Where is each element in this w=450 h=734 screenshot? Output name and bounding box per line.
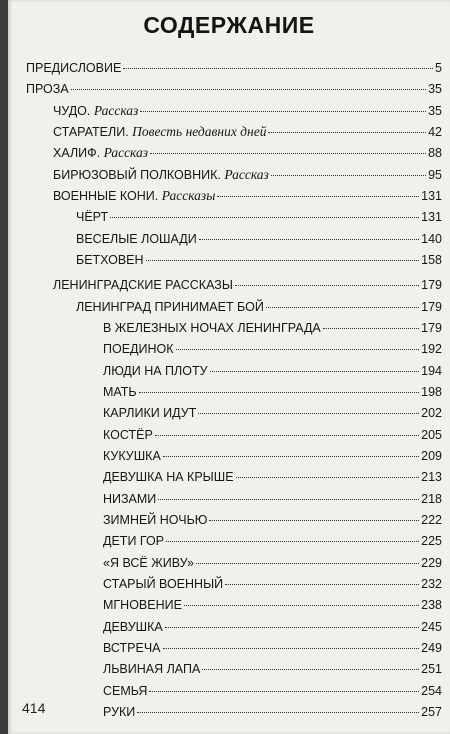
dot-leader — [184, 604, 419, 606]
toc-entry-page: 254 — [421, 683, 442, 698]
toc-entry-heading: МАТЬ — [103, 384, 137, 399]
dot-leader — [266, 306, 419, 308]
toc-entry-title — [53, 124, 266, 140]
toc-entry-page: 179 — [421, 320, 442, 335]
toc-entry-page: 225 — [421, 534, 442, 549]
dot-leader — [139, 391, 420, 393]
toc-entry-heading: НИЗАМИ — [103, 491, 157, 506]
toc-entry-genre: Рассказ — [224, 166, 269, 182]
toc-entry-title — [76, 252, 144, 268]
toc-entry — [103, 555, 442, 575]
toc-entry-heading: ЧЁРТ — [76, 210, 109, 225]
toc-entry-page: 5 — [435, 61, 442, 75]
dot-leader — [198, 412, 419, 414]
dot-leader — [199, 238, 419, 240]
toc-entry-page: 194 — [421, 363, 442, 378]
toc-entry-page: 218 — [421, 491, 442, 506]
toc-entry-page: 209 — [421, 448, 442, 463]
book-page — [8, 0, 450, 734]
toc-entry-title — [26, 81, 69, 97]
toc-entry — [103, 704, 442, 724]
toc-entry-page: 238 — [421, 598, 442, 613]
toc-entry-page: 131 — [421, 210, 442, 225]
toc-entry — [76, 231, 442, 251]
toc-entry — [26, 81, 442, 101]
toc-entry-title — [103, 384, 137, 400]
toc-entry — [53, 145, 442, 165]
toc-entry-heading: ВСТРЕЧА — [103, 640, 161, 655]
dot-leader — [137, 711, 419, 713]
dot-leader — [71, 88, 426, 90]
toc-entry — [103, 533, 442, 553]
dot-leader — [271, 174, 426, 176]
toc-entry — [76, 252, 442, 272]
toc-entry-title — [103, 512, 207, 528]
toc-entry — [103, 448, 442, 468]
toc-entry — [103, 512, 442, 532]
toc-entry — [103, 491, 442, 511]
toc-entry-page: 232 — [421, 576, 442, 591]
toc-entry-page: 222 — [421, 512, 442, 527]
toc-entry-title — [103, 341, 174, 357]
toc-entry-heading: СЕМЬЯ — [103, 683, 148, 698]
toc-entry-heading: ПОЕДИНОК — [103, 342, 174, 357]
dot-leader — [150, 152, 426, 154]
toc-entry — [103, 640, 442, 660]
toc-entry-heading: ВЕСЕЛЫЕ ЛОШАДИ — [76, 231, 197, 246]
toc-entry-heading: ХАЛИФ. — [53, 146, 104, 161]
toc-entry-page: 251 — [421, 662, 442, 677]
toc-entry-title — [103, 704, 135, 720]
toc-entry-page: 245 — [421, 619, 442, 634]
toc-entry-title — [103, 448, 161, 464]
toc-entry-title — [103, 427, 153, 443]
toc-entry — [103, 619, 442, 639]
toc-entry-heading: В ЖЕЛЕЗНЫХ НОЧАХ ЛЕНИНГРАДА — [103, 320, 321, 335]
toc-entry-heading: КОСТЁР — [103, 427, 153, 442]
dot-leader — [163, 647, 420, 649]
toc-entry-title — [103, 640, 161, 656]
toc-entry-title — [103, 683, 147, 699]
dot-leader — [217, 195, 419, 197]
toc-entry-title — [76, 299, 264, 315]
toc-entry-page: 88 — [428, 146, 442, 161]
toc-entry-title — [103, 363, 208, 379]
toc-entry-title — [76, 209, 108, 225]
toc-entry-page: 35 — [428, 82, 442, 97]
toc-entry — [103, 576, 442, 596]
toc-entry — [103, 405, 442, 425]
toc-entry-heading: ПРОЗА — [26, 82, 69, 97]
dot-leader — [149, 690, 419, 692]
toc-entry-heading: БИРЮЗОВЫЙ ПОЛКОВНИК. — [53, 167, 225, 182]
toc-entry — [103, 469, 442, 489]
toc-entry-genre: Рассказ — [93, 102, 139, 118]
toc-entry-page: 257 — [421, 704, 442, 719]
toc-entry-page: 205 — [421, 427, 442, 442]
toc-entry — [103, 320, 442, 340]
dot-leader — [110, 216, 419, 218]
page-number: 414 — [22, 700, 46, 716]
toc-entry-title — [103, 533, 164, 549]
dot-leader — [225, 583, 419, 585]
toc-entry — [103, 683, 442, 703]
toc-entry-page: 131 — [421, 188, 442, 203]
toc-entry-heading: ЛЮДИ НА ПЛОТУ — [103, 363, 208, 378]
toc-entry-title — [103, 661, 200, 677]
toc-entry-title — [53, 145, 148, 161]
toc-entry-page: 158 — [421, 252, 442, 267]
toc-entry — [26, 60, 442, 80]
dot-leader — [235, 284, 419, 286]
toc-entry-page: 202 — [421, 406, 442, 421]
toc-entry — [103, 341, 442, 361]
dot-leader — [166, 540, 419, 542]
toc-entry-page: 249 — [421, 640, 442, 655]
toc-entry-title — [76, 231, 197, 247]
dot-leader — [196, 562, 419, 564]
toc-entry — [53, 124, 442, 144]
toc-entry-title — [103, 576, 223, 592]
dot-leader — [158, 498, 419, 500]
toc-entry-heading: ДЕТИ ГОР — [103, 534, 165, 549]
toc-entry-heading: СТАРАТЕЛИ. — [53, 124, 133, 139]
toc-entry — [103, 427, 442, 447]
toc-entry — [53, 103, 442, 123]
toc-entry — [103, 661, 442, 681]
toc-entry-title — [103, 597, 182, 613]
dot-leader — [146, 259, 420, 261]
toc-entry-genre: Повесть недавних дней — [132, 123, 267, 139]
toc-entry-title — [53, 167, 269, 183]
toc-entry — [103, 384, 442, 404]
toc-entry-genre: Рассказ — [103, 145, 149, 161]
toc-entry — [103, 597, 442, 617]
dot-leader — [236, 476, 420, 478]
toc-entry-heading: СТАРЫЙ ВОЕННЫЙ — [103, 576, 224, 591]
toc-entry-page: 140 — [421, 231, 442, 246]
toc-entry-title — [103, 491, 156, 507]
toc-entry-title — [53, 277, 233, 293]
toc-entry-heading: МГНОВЕНИЕ — [103, 598, 182, 613]
dot-leader — [140, 110, 426, 112]
toc-entry-title — [53, 188, 215, 204]
dot-leader — [165, 626, 419, 628]
toc-entry — [76, 299, 442, 319]
page-title: СОДЕРЖАНИЕ — [143, 12, 315, 38]
toc-entry-page: 179 — [421, 299, 442, 314]
dot-leader — [202, 668, 419, 670]
toc-entry-page: 42 — [428, 124, 442, 139]
toc-entry-heading: РУКИ — [103, 704, 136, 719]
toc-entry-genre: Рассказы — [161, 187, 216, 203]
dot-leader — [155, 434, 419, 436]
toc-entry-title — [26, 60, 121, 76]
toc-entry — [76, 209, 442, 229]
toc-entry-heading: ЧУДО. — [53, 103, 94, 118]
toc-entry-title — [103, 405, 196, 421]
toc-entry-title — [103, 619, 163, 635]
dot-leader — [210, 370, 420, 372]
toc-entry-heading: ЛЕНИНГРАДСКИЕ РАССКАЗЫ — [53, 278, 233, 293]
toc-entry-page: 95 — [428, 167, 442, 182]
toc-entry — [103, 363, 442, 383]
dot-leader — [209, 519, 419, 521]
toc-entry-heading: КУКУШКА — [103, 448, 161, 463]
toc-entry-page: 213 — [421, 470, 442, 485]
toc-entry-title — [103, 555, 194, 571]
toc-entry-heading: ЛЬВИНАЯ ЛАПА — [103, 662, 201, 677]
toc-entry-page: 229 — [421, 555, 442, 570]
toc-entry-title — [103, 469, 234, 485]
toc-entry-heading: ЗИМНЕЙ НОЧЬЮ — [103, 512, 208, 527]
toc-entry — [53, 167, 442, 187]
toc-entry-heading: КАРЛИКИ ИДУТ — [103, 406, 197, 421]
toc-entry-heading: ДЕВУШКА — [103, 619, 163, 634]
toc-entry-heading: ЛЕНИНГРАД ПРИНИМАЕТ БОЙ — [76, 299, 264, 314]
toc-entry-heading: ДЕВУШКА НА КРЫШЕ — [103, 470, 234, 485]
dot-leader — [123, 67, 433, 69]
dot-leader — [323, 327, 419, 329]
toc-entry-page: 35 — [428, 103, 442, 118]
dot-leader — [163, 455, 419, 457]
dot-leader — [176, 348, 420, 350]
toc-entry-page: 198 — [421, 384, 442, 399]
toc-entry-heading: ВОЕННЫЕ КОНИ. — [53, 188, 162, 203]
toc-list — [8, 0, 450, 734]
toc-entry-page: 192 — [421, 342, 442, 357]
toc-entry-title — [53, 103, 138, 119]
toc-entry-page: 179 — [421, 278, 442, 293]
toc-entry — [53, 188, 442, 208]
dot-leader — [268, 131, 426, 133]
toc-entry-heading: БЕТХОВЕН — [76, 252, 144, 267]
toc-entry-title — [103, 320, 321, 336]
toc-entry — [53, 277, 442, 297]
toc-entry-heading: ПРЕДИСЛОВИЕ — [26, 61, 122, 75]
toc-entry-heading: «Я ВСЁ ЖИВУ» — [103, 555, 194, 570]
